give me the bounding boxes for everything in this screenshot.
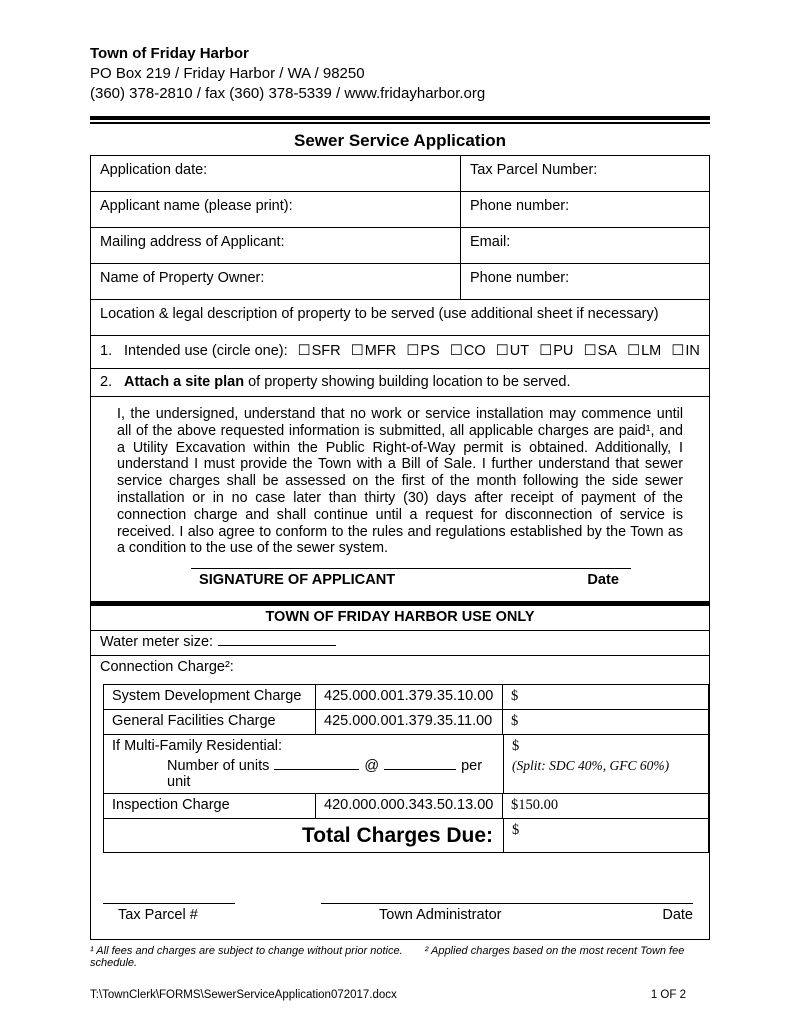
charge-amount: $ (512, 738, 520, 754)
row-date-parcel (91, 156, 709, 192)
field-label: Phone number: (470, 198, 570, 214)
at-symbol: @ (364, 758, 380, 774)
page-number: 1 OF 2 (650, 989, 686, 1001)
option-sa (584, 343, 617, 361)
multifamily-cell (104, 735, 504, 793)
field-label: Phone number: (470, 270, 570, 286)
water-meter-row (91, 631, 709, 656)
file-path: T:\TownClerk\FORMS\SewerServiceApplication072017.docx (90, 989, 397, 1001)
option-label: IN (685, 343, 700, 359)
field-email (461, 228, 709, 263)
field-applicant-name (91, 192, 461, 227)
field-label: Tax Parcel Number: (470, 162, 598, 178)
connection-charge-label: Connection Charge²: (100, 659, 234, 675)
charge-name: General Facilities Charge (104, 710, 316, 734)
field-label: Name of Property Owner: (100, 270, 265, 286)
application-form-table (90, 155, 710, 940)
water-meter-blank (218, 634, 336, 646)
site-plan-row (91, 369, 709, 397)
option-label: SA (597, 343, 617, 359)
checkbox-icon: ☐ (406, 343, 420, 359)
applicant-signature-line (191, 568, 631, 569)
water-meter-label: Water meter size: (100, 634, 214, 650)
item-number: 2. (100, 374, 113, 390)
split-note: (Split: SDC 40%, GFC 60%) (512, 758, 670, 773)
field-mailing-address (91, 228, 461, 263)
applicant-signature-area (191, 568, 631, 588)
checkbox-icon: ☐ (495, 343, 509, 359)
agreement-section (91, 397, 709, 601)
option-label: PU (553, 343, 574, 359)
field-location-description (91, 300, 709, 336)
total-charges-amount: $ (512, 822, 520, 838)
org-name: Town of Friday Harbor (90, 45, 249, 62)
option-label: SFR (311, 343, 341, 359)
charge-account: 425.000.001.379.35.10.00 (316, 685, 503, 709)
option-ps (406, 343, 439, 361)
office-use-title: TOWN OF FRIDAY HARBOR USE ONLY (91, 606, 709, 631)
option-ut (496, 343, 529, 361)
option-label: UT (509, 343, 530, 359)
field-tax-parcel-number (461, 156, 709, 191)
charge-row-multifamily (104, 735, 708, 794)
total-charges-label: Total Charges Due: (104, 819, 504, 852)
field-application-date (91, 156, 461, 191)
option-co (450, 343, 486, 361)
field-label: Mailing address of Applicant: (100, 234, 285, 250)
charge-row-system-development (104, 685, 708, 710)
option-lm (627, 343, 661, 361)
document-footer (90, 989, 710, 1001)
administrator-labels (321, 907, 693, 923)
charge-name: System Development Charge (104, 685, 316, 709)
field-label: Location & legal description of property to be served (use additional sheet if necessary) (100, 306, 659, 322)
multifamily-label: If Multi-Family Residential: (112, 738, 283, 754)
field-property-owner (91, 264, 461, 299)
site-plan-bold: Attach a site plan (124, 374, 245, 390)
field-label: Application date: (100, 162, 208, 178)
checkbox-icon: ☐ (627, 343, 641, 359)
option-sfr (298, 343, 341, 361)
units-label: Number of units (167, 758, 270, 774)
administrator-signature (321, 903, 693, 923)
charge-row-general-facilities (104, 710, 708, 735)
connection-charge-row (91, 656, 709, 684)
intended-use-row (91, 336, 709, 369)
checkbox-icon: ☐ (671, 343, 685, 359)
charges-table (103, 684, 709, 853)
field-label: Applicant name (please print): (100, 198, 293, 214)
checkbox-icon: ☐ (350, 343, 364, 359)
administrator-line (321, 903, 693, 904)
option-label: CO (463, 343, 486, 359)
field-phone-number-1 (461, 192, 709, 227)
checkbox-icon: ☐ (449, 343, 463, 359)
charge-amount: $ (511, 713, 519, 729)
intended-use-options (298, 343, 700, 361)
footnote-2: ² Applied charges based on the most recent Town fee schedule. (90, 945, 685, 969)
applicant-signature-labels (191, 572, 631, 588)
option-label: LM (641, 343, 662, 359)
town-administrator-label: Town Administrator (379, 907, 502, 923)
agreement-text: I, the undersigned, understand that no work or service installation may commence until all of the above requested information is submitted, all applicable charges are paid¹, and a Utility Excavation within the Public Right-of-Way permit is obtained. Additionally, I understand I must provide the Town with a Bill of Sale. I further understand that sewer service charges shall be assessed on the first of the month following the side sewer installation or in no case later than thirty (30) days after receipt of payment of the connection charge and shall continue until a request for disconnection of service is received. I also agree to conform to the rules and regulations established by the Town as a condition to the use of the sewer system. (117, 406, 683, 557)
per-unit-label: per unit (167, 758, 483, 790)
tax-parcel-signature (103, 903, 235, 923)
letterhead (90, 44, 710, 104)
checkbox-icon: ☐ (297, 343, 311, 359)
option-label: MFR (364, 343, 397, 359)
site-plan-rest: of property showing building location to be served. (244, 374, 571, 390)
form-title: Sewer Service Application (294, 131, 506, 150)
row-address-email (91, 228, 709, 264)
office-signature-area (91, 903, 709, 939)
option-in (671, 343, 700, 361)
charge-amount: $ (511, 688, 519, 704)
charge-account: 425.000.001.379.35.11.00 (316, 710, 503, 734)
footnotes (90, 945, 710, 969)
row-name-phone (91, 192, 709, 228)
tax-parcel-label: Tax Parcel # (118, 907, 198, 923)
site-plan-text (124, 374, 571, 391)
intended-use-label: Intended use (circle one): (124, 343, 288, 359)
option-pu (539, 343, 573, 361)
tax-parcel-line (103, 903, 235, 904)
multifamily-amount-cell (504, 735, 708, 793)
charge-row-inspection (104, 794, 708, 819)
units-blank (274, 758, 359, 770)
charge-amount: $150.00 (511, 797, 559, 813)
signature-of-applicant-label: SIGNATURE OF APPLICANT (199, 572, 396, 589)
org-contact: (360) 378-2810 / fax (360) 378-5339 / www.fridayharbor.org (90, 85, 486, 102)
header-divider-thick (90, 116, 710, 120)
rate-blank (384, 758, 456, 770)
field-label: Email: (470, 234, 511, 250)
header-divider-thin (90, 122, 710, 124)
checkbox-icon: ☐ (583, 343, 597, 359)
signature-date-label: Date (587, 572, 619, 589)
office-date-label: Date (662, 907, 693, 923)
row-owner-phone (91, 264, 709, 300)
charge-name: Inspection Charge (104, 794, 316, 818)
org-address: PO Box 219 / Friday Harbor / WA / 98250 (90, 65, 365, 82)
option-label: PS (420, 343, 440, 359)
footnote-1: ¹ All fees and charges are subject to change without prior notice. (90, 945, 403, 957)
charge-account: 420.000.000.343.50.13.00 (316, 794, 503, 818)
option-mfr (351, 343, 396, 361)
multifamily-units-line (167, 758, 495, 790)
item-number: 1. (100, 343, 113, 359)
field-phone-number-2 (461, 264, 709, 299)
total-charges-row (104, 819, 708, 852)
checkbox-icon: ☐ (539, 343, 553, 359)
